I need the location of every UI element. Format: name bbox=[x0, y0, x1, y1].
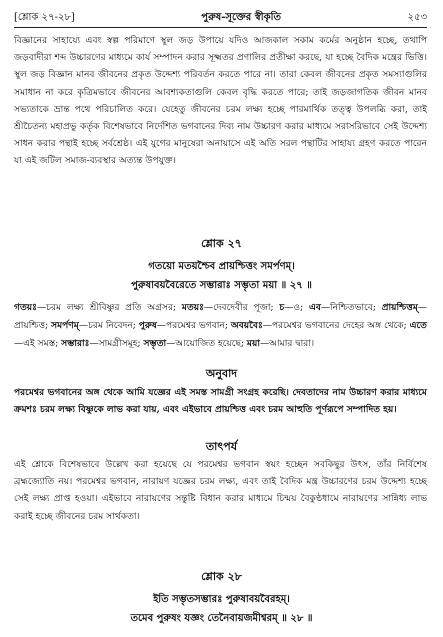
synonym-term: চ bbox=[279, 302, 285, 313]
translation-heading: অনুবাদ bbox=[205, 367, 238, 380]
synonym-meaning: —পরমেশ্বর ভগবান; bbox=[156, 321, 231, 332]
synonym-meaning: —দেবদেবীর পূজা; bbox=[204, 303, 280, 313]
verse-28-line-1: ইতি সম্ভৃতসম্ভারঃ পুরুষাবয়বৈরহম্। bbox=[153, 594, 290, 605]
chapter-title: পুরুষ-সূক্তের স্বীকৃতি bbox=[201, 11, 282, 23]
synonym-meaning: —নিশ্চিতভাবে; bbox=[320, 303, 382, 313]
intro-paragraph: বিজ্ঞানের সাহায্যে এবং স্বল্প পরিমাণে স্থূল জড় উপায়ে যদিও আজকাল সকাম কর্মের অনুষ্ঠান হচ্ছে, তথাপি জড়বাদীরা শব্দ উচ্চারণের মাধ্যমে কার্য সম্পাদন করার সূক্ষ্মতর প্রণালির প্রতীক্ষা করছে, যা হচ্ছে বৈদিক মন্ত্রের ভিত্তি। স্থূল জড় বিজ্ঞান মানব জীবনের প্রকৃত উদ্দেশ্য পরিবর্তন করতে পারে না। তারা কেবল জীবনের প্রকৃত সমস্যাগুলির সমাধান না করে কৃত্রিমভাবে জীবনের আবশ্যকতাগুলি কেবল বৃদ্ধি করতে পারে; তাই জড়জাগতিক জীবন মানব সভ্যতাকে ভ্রান্ত পথে পরিচালিত করে। যেহেতু জীবনের চরম লক্ষ্য হচ্ছে পারমার্থিক তত্ত্ব উপলব্ধি করা, তাই শ্রীচৈতন্য মহাপ্রভু কর্তৃক বিশেষভাবে নির্দেশিত ভগবানের দিব্য নাম উচ্চারণ করার মাধ্যমে সরাসরিভাবে সেই উদ্দেশ্য সাধন করার পন্থাই হচ্ছে সর্বশ্রেষ্ঠ। এই যুগের মানুষেরা অনায়াসে এই অতি সরল পন্থাটির সাহায্য গ্রহণ করতে পারেন যা এই জটিল সমাজ-ব্যবস্থার অত্যন্ত উপযুক্ত। bbox=[14, 36, 427, 167]
purport-heading: তাৎপর্য bbox=[205, 440, 238, 453]
synonym-meaning: —ও; bbox=[284, 303, 309, 313]
verse-27-heading: শ্লোক ২৭ bbox=[201, 237, 242, 250]
header-divider bbox=[14, 27, 427, 28]
synonym-meaning: —প্রায়শ্চিত্ত; bbox=[14, 303, 427, 332]
page-number: ২৫৩ bbox=[407, 11, 427, 23]
word-for-word-synonyms bbox=[14, 299, 427, 354]
synonym-term: এতে bbox=[409, 320, 427, 332]
verse-27-line-1: গতয়ো মতয়শ্চৈব প্রায়শ্চিত্তং সমর্পণম্। bbox=[148, 261, 295, 272]
synonym-meaning: —চরম নিবেদন; bbox=[78, 321, 139, 332]
synonym-meaning: —চরম লক্ষ্য শ্রীবিষ্ণুর প্রতি অগ্রসর; bbox=[37, 303, 182, 313]
synonym-meaning: —আমার দ্বারা। bbox=[259, 339, 315, 350]
verse-28-heading: শ্লোক ২৮ bbox=[201, 570, 242, 583]
translation-text: পরমেশ্বর ভগবানের অঙ্গ থেকে আমি যজ্ঞের এই সমস্ত সামগ্রী সংগ্রহ করেছি। দেবতাদের নাম উচ্চারণ করার মাধ্যমে ক্রমশঃ চরম লক্ষ্য বিষ্ণুকে লাভ করা যায়, এবং এইভাবে প্রায়শ্চিত্ত এবং চরম আহুতি পূর্ণরূপে সম্পাদিত হয়। bbox=[14, 387, 427, 416]
synonym-term: এব bbox=[308, 302, 321, 313]
synonym-term: সম্ভারাঃ bbox=[61, 338, 90, 350]
synonym-term: সম্ভৃতা bbox=[143, 338, 167, 350]
synonym-term: সমর্পণম্ bbox=[51, 320, 79, 332]
running-header bbox=[14, 11, 427, 25]
verse-range-label: [শ্লোক ২৭-২৮] bbox=[14, 11, 75, 23]
synonym-term: পুরুষ bbox=[138, 320, 157, 332]
synonym-term: অবয়বৈঃ bbox=[230, 320, 263, 332]
verse-27-line-2: পুরুষাবয়বৈরেতে সম্ভারাঃ সম্ভৃতা ময়া ॥ ২৭ ॥ bbox=[131, 280, 312, 291]
synonym-meaning: —সামগ্রীসমূহ; bbox=[89, 339, 144, 350]
synonym-term: গতয়ঃ bbox=[14, 302, 37, 313]
synonym-term: ময়া bbox=[246, 338, 260, 350]
synonym-meaning: —এই সমস্ত; bbox=[14, 339, 62, 350]
verse-28-line-2: তমেব পুরুষং যজ্ঞং তেনৈবায়জমীশ্বরম্ ॥ ২৮ ॥ bbox=[130, 613, 313, 624]
purport-text: এই শ্লোকে বিশেষভাবে উল্লেখ করা হয়েছে যে পরমেশ্বর ভগবান স্বয়ং হচ্ছেন সবকিছুর উৎস, তাঁর নির্বিশেষ ব্রহ্মজ্যোতি নয়। পরমেশ্বর ভগবান, নারায়ণ যজ্ঞের চরম লক্ষ্য, এবং তাই বৈদিক মন্ত্র উচ্চারণের চরম উদ্দেশ্য হচ্ছে সেই লক্ষ্য প্রাপ্ত হওয়া। এইভাবে নারায়ণের সন্তুষ্টি বিধান করার মাধ্যমে চিন্ময় বৈকুণ্ঠধামে নারায়ণের সান্নিধ্য লাভ করাই হচ্ছে জীবনের চরম সার্থকতা। bbox=[14, 460, 427, 522]
synonym-term: প্রায়শ্চিত্তম্ bbox=[381, 302, 418, 313]
synonym-meaning: —আয়োজিত হয়েছে; bbox=[166, 339, 247, 350]
synonym-term: মতয়ঃ bbox=[181, 302, 204, 313]
synonym-meaning: —পরমেশ্বর ভগবানের দেহের অঙ্গ থেকে; bbox=[262, 321, 410, 332]
